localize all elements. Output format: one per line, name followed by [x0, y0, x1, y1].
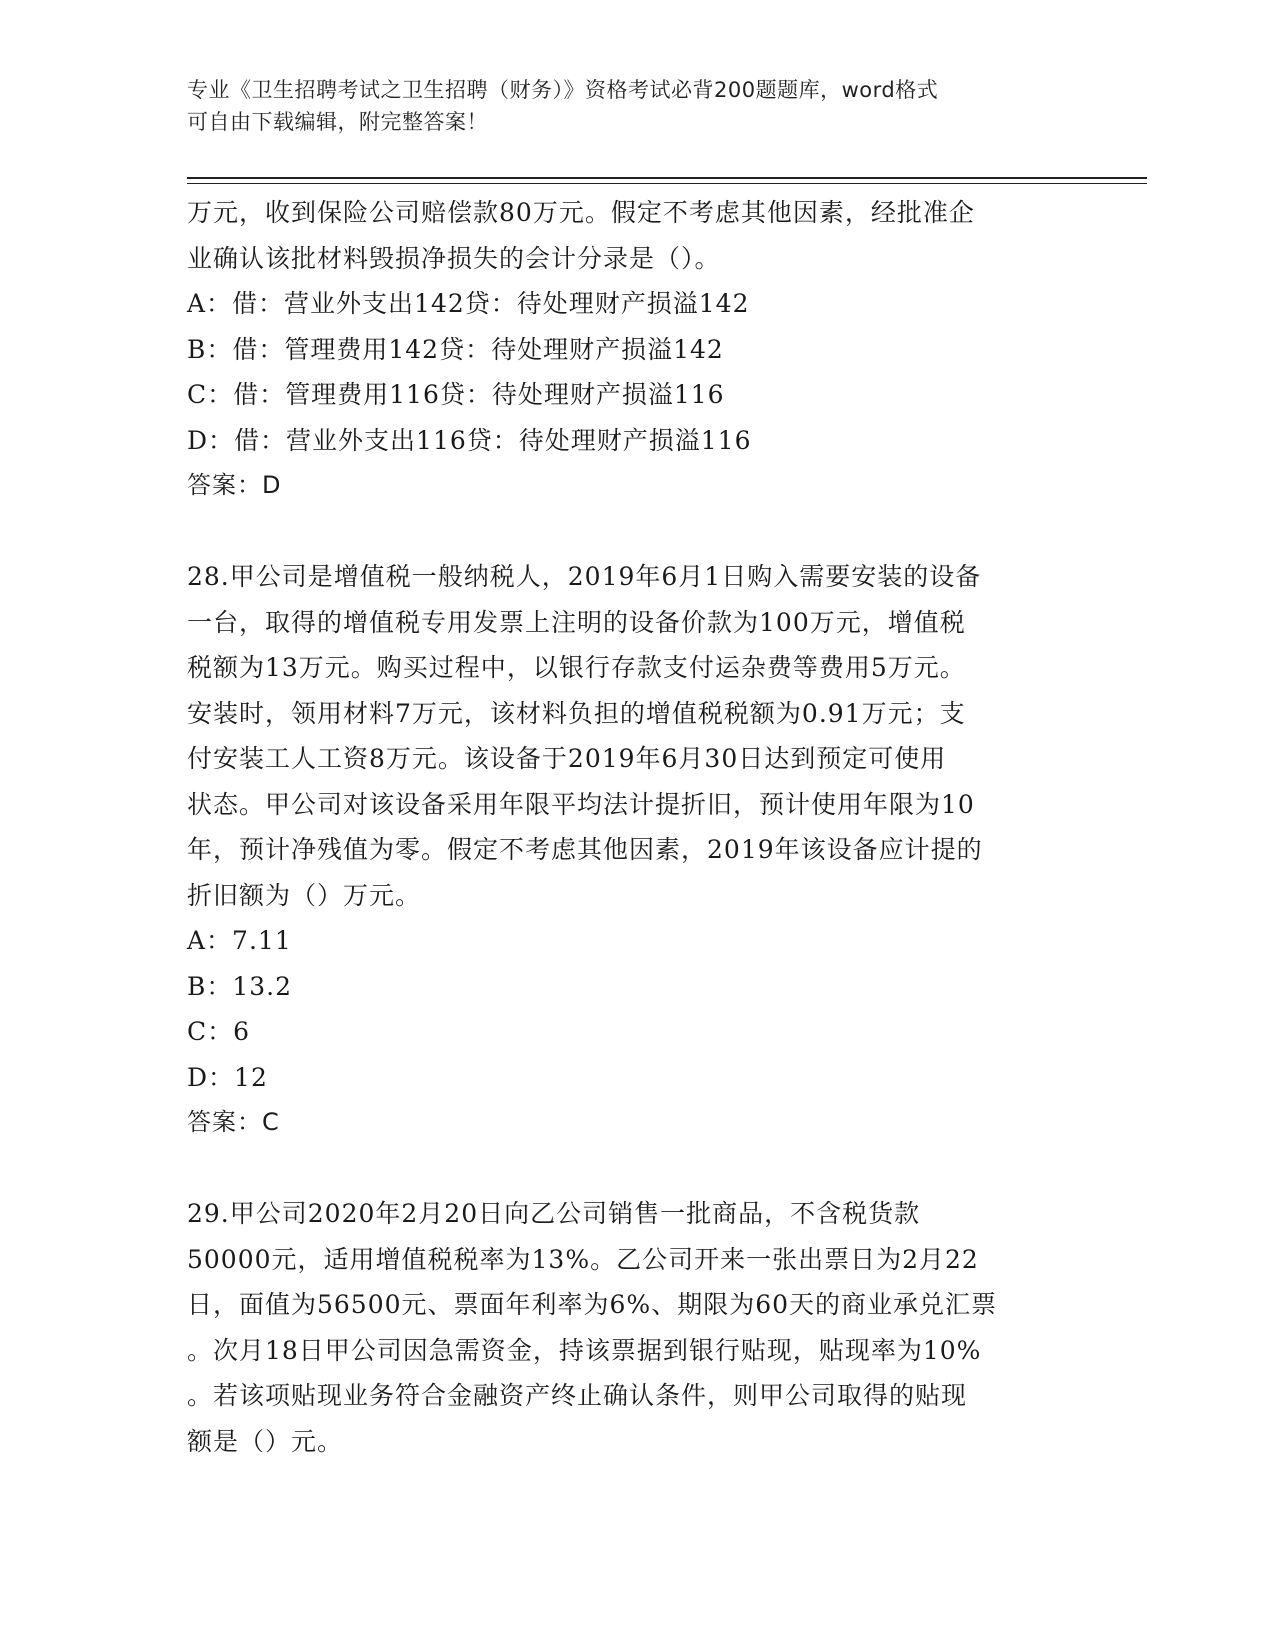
- spacer: [187, 509, 1087, 555]
- option-a: A：借：营业外支出142贷：待处理财产损溢142: [187, 289, 750, 318]
- question-28: [187, 554, 1087, 1146]
- option-d: D：12: [187, 1062, 268, 1092]
- question-text-line: 。次月18日甲公司因急需资金，持该票据到银行贴现，贴现率为10%: [187, 1335, 982, 1365]
- question-text-line: 业确认该批材料毁损净损失的会计分录是（）。: [187, 243, 721, 273]
- question-text-line: 28.甲公司是增值税一般纳税人，2019年6月1日购入需要安装的设备: [187, 562, 982, 591]
- answer-line: 答案：D: [187, 471, 282, 499]
- question-text-line: 额是（）元。: [187, 1426, 344, 1456]
- option-b: B：13.2: [187, 971, 293, 1001]
- option-c: C：借：管理费用116贷：待处理财产损溢116: [187, 380, 725, 409]
- question-29: [187, 1191, 1087, 1464]
- question-text-line: 安装时，领用材料7万元，该材料负担的增值税税额为0.91万元；支: [187, 698, 966, 728]
- option-a: A：7.11: [187, 926, 292, 955]
- question-text-line: 状态。甲公司对该设备采用年限平均法计提折旧，预计使用年限为10: [187, 789, 975, 819]
- question-text-line: 50000元，适用增值税税率为13%。乙公司开来一张出票日为2月22: [187, 1244, 979, 1274]
- header-rule-thick: [187, 177, 1147, 179]
- answer-line: 答案：C: [187, 1108, 280, 1136]
- question-27: [187, 190, 1087, 509]
- option-b: B：借：管理费用142贷：待处理财产损溢142: [187, 334, 724, 364]
- question-text-line: 一台，取得的增值税专用发票上注明的设备价款为100万元，增值税: [187, 607, 966, 637]
- question-text-line: 付安装工人工资8万元。该设备于2019年6月30日达到预定可使用: [187, 744, 947, 773]
- question-text-line: 日，面值为56500元、票面年利率为6%、期限为60天的商业承兑汇票: [187, 1290, 998, 1319]
- question-text-line: 29.甲公司2020年2月20日向乙公司销售一批商品，不含税货款: [187, 1199, 921, 1228]
- spacer: [187, 1146, 1087, 1192]
- header-rule-thin: [187, 183, 1147, 184]
- question-text-line: 年，预计净残值为零。假定不考虑其他因素，2019年该设备应计提的: [187, 835, 983, 864]
- question-text-line: 。若该项贴现业务符合金融资产终止确认条件，则甲公司取得的贴现: [187, 1381, 968, 1410]
- page-header: [187, 74, 1067, 138]
- document-body: [187, 190, 1087, 1464]
- header-line-2: 可自由下载编辑，附完整答案！: [187, 110, 488, 134]
- option-d: D：借：营业外支出116贷：待处理财产损溢116: [187, 425, 752, 455]
- option-c: C：6: [187, 1017, 251, 1046]
- question-text-line: 折旧额为（）万元。: [187, 880, 422, 910]
- question-text-line: 万元，收到保险公司赔偿款80万元。假定不考虑其他因素，经批准企: [187, 198, 975, 227]
- question-text-line: 税额为13万元。购买过程中，以银行存款支付运杂费等费用5万元。: [187, 653, 966, 682]
- header-line-1: 专业《卫生招聘考试之卫生招聘（财务）》资格考试必背200题题库，word格式: [187, 78, 939, 102]
